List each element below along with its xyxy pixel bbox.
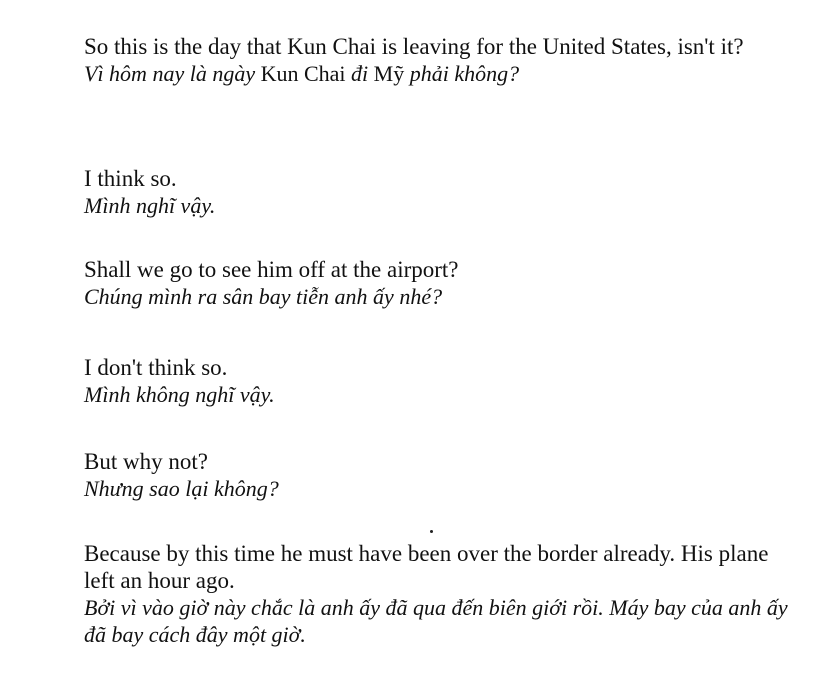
vietnamese-line: Mình không nghĩ vậy. xyxy=(84,382,275,407)
vietnamese-name-upright: Kun Chai xyxy=(260,61,346,86)
vietnamese-line xyxy=(84,60,804,87)
english-line: I think so. xyxy=(84,166,177,191)
vietnamese-line: Nhưng sao lại không? xyxy=(84,476,279,501)
english-line: I don't think so. xyxy=(84,355,228,380)
vietnamese-line: Mình nghĩ vậy. xyxy=(84,193,216,218)
exchange-3 xyxy=(84,256,804,310)
scan-speck xyxy=(430,530,433,533)
exchange-2 xyxy=(84,165,804,219)
english-line: But why not? xyxy=(84,449,208,474)
vietnamese-line: Bởi vì vào giờ này chắc là anh ấy đã qua đến biên giới rồi. Máy bay của anh ấy đã bay cách đây một giờ. xyxy=(84,595,788,647)
vietnamese-fragment: đi xyxy=(345,61,374,86)
vietnamese-place-upright: Mỹ xyxy=(373,61,405,86)
english-line: Because by this time he must have been over the border already. His plane left an hour ago. xyxy=(84,541,769,593)
exchange-6 xyxy=(84,540,804,648)
vietnamese-fragment: Vì hôm nay là ngày xyxy=(84,61,261,86)
english-line: So this is the day that Kun Chai is leaving for the United States, isn't it? xyxy=(84,34,744,59)
exchange-1 xyxy=(84,33,804,87)
vietnamese-line: Chúng mình ra sân bay tiễn anh ấy nhé? xyxy=(84,284,443,309)
english-line: Shall we go to see him off at the airport? xyxy=(84,257,459,282)
exchange-4 xyxy=(84,354,804,408)
vietnamese-fragment: phải không? xyxy=(404,61,520,86)
exchange-5 xyxy=(84,448,804,502)
